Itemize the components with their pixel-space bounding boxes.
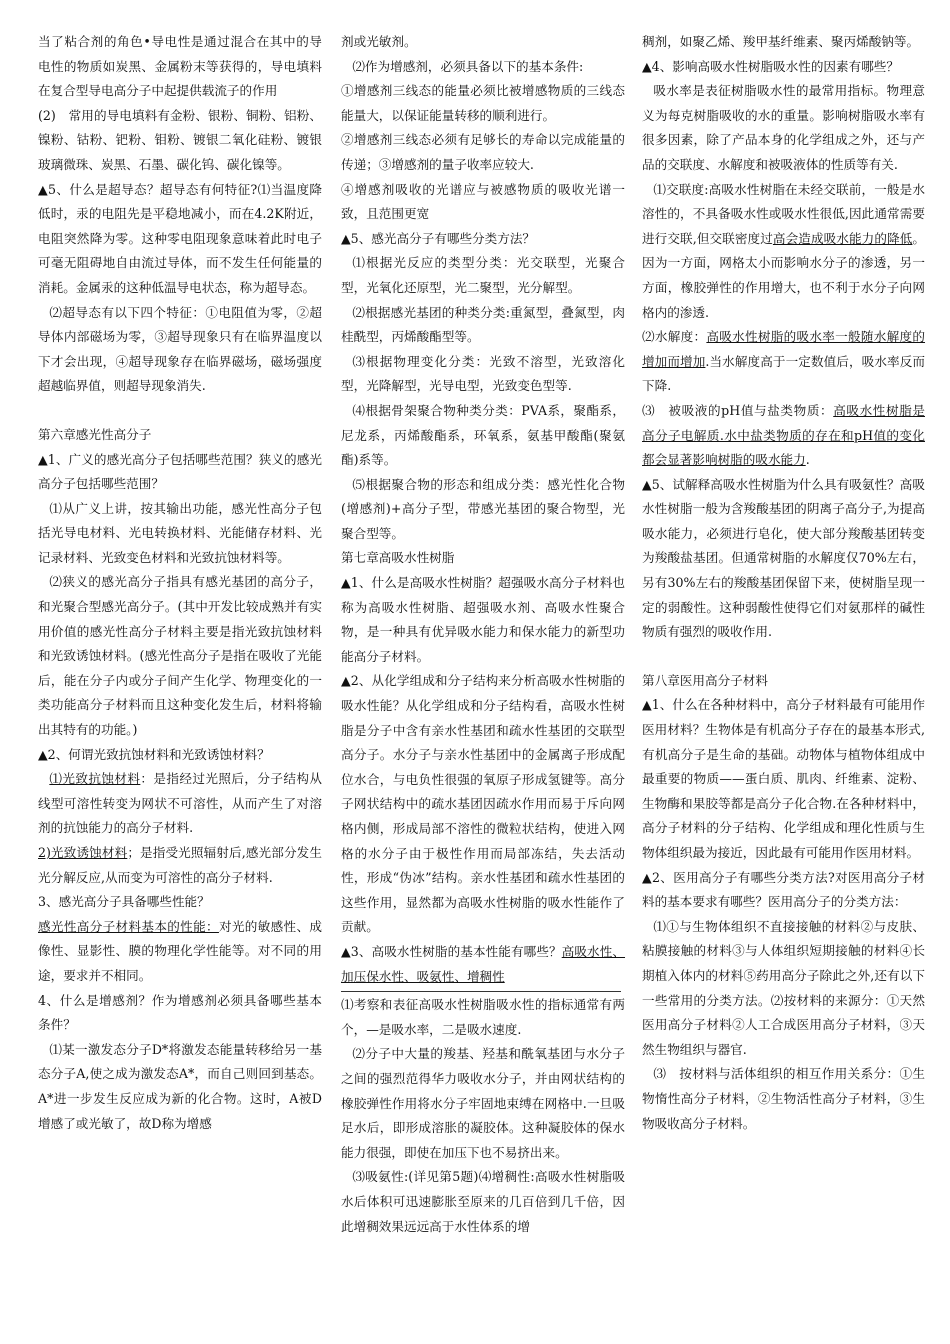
ch7-answer-3-1: ⑴考察和表征高吸水性树脂吸水性的指标通常有两个，—是吸水率，二是吸水速度.	[341, 997, 625, 1037]
column-left	[38, 30, 322, 1136]
ch6-question-4: 4、什么是增感剂？作为增感剂必须具备哪些基本条件？	[38, 992, 322, 1033]
ch6-answer-2-etch	[38, 841, 322, 890]
column-middle	[341, 30, 625, 1239]
sensitizer-condition-4: ④增感剂吸收的光谱应与被感物质的吸收光谱一致，且范围更宽	[341, 181, 625, 222]
term-photoresist-def: ：是指经过光照后，分子结构从线型可溶性转变为网状不可溶性，从而产生了对溶剂的抗蚀能力的高分子材料.	[38, 771, 323, 836]
sensitizer-condition-1: ①增感剂三线态的能量必须比被增感物质的三线态能量大，以保证能量转移的顺利进行。	[341, 83, 625, 123]
spacer	[642, 645, 925, 669]
chapter-7-title: 第七章高吸水性树脂	[341, 550, 455, 566]
ch8-question-2: ▲2、医用高分子有哪些分类方法?对医用高分子材料的基本要求有哪些？医用高分子的分类方法：	[642, 869, 925, 910]
term-photo-etch: 2)光致诱蚀材料	[38, 845, 128, 860]
crosslink-underlined: 高会造成吸水能力的降低	[772, 230, 913, 246]
ch7-question-5: ▲5、试解释高吸水性树脂为什么具有吸氨性？高吸水性树脂一般为含羧酸基团的阴离子高分子,为提高吸水能力，必须进行皂化，使大部分羧酸基团转变为羧酸盐基团。但通常树脂的水解度仅70%左右，另有30%左右的羧酸基团保留下来，使树脂呈现一定的弱酸性。这种弱酸性使得它们对氨那样的碱性物质有强烈的吸收作用.	[642, 476, 925, 640]
hydrolysis-label: ⑵水解度：	[642, 329, 707, 345]
ch7-question-3	[341, 940, 625, 989]
ch6-answer-1-narrow: ⑵狭义的感光高分子指具有感光基团的高分子，和光聚合型感光高分子。(其中开发比较成熟并有实用价值的感光性高分子材料主要是指光致抗蚀材料和光致诱蚀材料。(感光性高分子是指在吸收了光能后，能在分子内或分子间产生化学、物理变化的一类功能高分子材料而且这种变化发生后，材料将输出其特有的功能。)	[38, 574, 322, 738]
ph-label: ⑶ 被吸液的pH值与盐类物质：	[642, 402, 834, 418]
hydrolysis-underlined: 高吸水性树脂的吸水率一般随水解度的增加而增加	[642, 329, 926, 369]
ch7-answer-3-continued: 稠剂，如聚乙烯、羧甲基纤维素、聚丙烯酸钠等。	[642, 34, 920, 49]
ph-underlined: 高吸水性树脂是高分子电解质.水中盐类物质的存在和pH值的变化都会显著影响树脂的吸水能力	[642, 402, 925, 468]
paragraph-conductive-intro: 当了粘合剂的角色•导电性是通过混合在其中的导电性的物质如炭黑、金属粉末等获得的，导电填料在复合型导电高分子中起提供载流子的作用	[38, 34, 322, 99]
ch6-answer-3	[38, 915, 322, 989]
ch6-question-1: ▲1、广义的感光高分子包括哪些范围？狭义的感光高分子包括哪些范围？	[38, 451, 322, 492]
hydrolysis-text-end: .当水解度高于一定数值后，吸水率反而下降.	[642, 353, 925, 394]
ch8-answer-2-classes: ⑴①与生物体组织不直接接触的材料②与皮肤、粘膜接触的材料③与人体组织短期接触的材料④长期植入体内的材料⑤药用高分子除此之外,还有以下一些常用的分类方法。⑵按材料的来源分：①天然医用高分子材料②人工合成医用高分子材料，③天然生物组织与器官.	[642, 918, 925, 1057]
ch6-question-2: ▲2、何谓光致抗蚀材料和光致诱蚀材料？	[38, 746, 270, 762]
divider-line	[341, 991, 621, 992]
ch7-answer-4-intro: 吸水率是表征树脂吸水性的最常用指标。物理意义为每克树脂吸收的水的重量。影响树脂吸水率有很多因素，除了产品本身的化学组成之外，还与产品的交联度、水解度和被吸液体的性质等有关.	[642, 83, 925, 172]
ch6-answer-4-part1: ⑴某一激发态分子D*将激发态能量转移给另一基态分子A,使之成为激发态A*，而自己则回到基态。A*进一步发生反应成为新的化合物。这时，A被D增感了或光敏了，故D称为增感	[38, 1041, 322, 1131]
classification-1: ⑴根据光反应的类型分类：光交联型，光聚合型，光氧化还原型，光二聚型，光分解型。	[341, 255, 625, 295]
classification-4: ⑷根据骨架聚合物种类分类：PVA系，聚酯系，尼龙系，丙烯酸酯系，环氧系，氨基甲酸酯(聚氨酯)系等。	[341, 402, 625, 468]
answer-superconductivity-features: ⑵超导态有以下四个特征：①电阻值为零，②超导体内部磁场为零，③超导现象只有在临界温度以下才会出现，④超导现象存在临界磁场，磁场强度超越临界值，则超导现象消失.	[38, 304, 322, 394]
classification-3: ⑶根据物理变化分类：光致不溶型，光致溶化型，光降解型，光导电型，光致变色型等.	[341, 353, 625, 394]
ch7-question-4: ▲4、影响高吸水性树脂吸水性的因素有哪些？	[642, 58, 899, 74]
classification-2: ⑵根据感光基团的种类分类:重氮型，叠氮型，肉桂酰型，丙烯酸酯型等。	[341, 304, 625, 345]
ch7-answer-4-crosslink	[642, 178, 925, 326]
ch6-answer-2-resist	[38, 767, 322, 841]
ch8-question-1: ▲1、什么在各种材料中，高分子材料最有可能用作医用材料？生物体是有机高分子存在的最基本形式,有机高分子是生命的基础。动物体与植物体组成中最重要的物质——蛋白质、肌肉、纤维素、淀粉、生物酶和果胶等都是高分子化合物.在各种材料中，高分子材料的分子结构、化学组成和理化性质与生物体组织最为接近，因此最有可能用作医用材料。	[642, 697, 925, 860]
ch6-question-5: ▲5、感光高分子有哪些分类方法？	[341, 230, 536, 246]
term-photoresist: ⑴光致抗蚀材料	[49, 771, 141, 787]
ch8-answer-2-interaction: ⑶ 按材料与活体组织的相互作用关系分：①生物惰性高分子材料，②生物活性高分子材料，③生物吸收高分子材料。	[642, 1066, 925, 1131]
ch7-question-1: ▲1、什么是高吸水性树脂？超强吸水高分子材料也称为高吸水性树脂、超强吸水剂、高吸水性聚合物，是一种具有优异吸水能力和保水能力的新型功能高分子材料。	[341, 575, 625, 664]
crosslink-text: ⑴交联度:高吸水性树脂在未经交联前，一般是水溶性的，不具备吸水性或吸水性很低,因此通常需要进行交联,但交联密度过	[642, 181, 925, 246]
ch6-answer-4-continued: 剂或光敏剂。	[341, 34, 417, 49]
term-basic-properties: 感光性高分子材料基本的性能：	[38, 918, 219, 934]
spacer	[38, 399, 322, 423]
sensitizer-conditions-title: ⑵作为增感剂，必须具备以下的基本条件:	[352, 58, 584, 74]
ch7-answer-3-3: ⑶吸氨性:(详见第5题)⑷增稠性:高吸水性树脂吸水后体积可迅速膨胀至原来的几百倍到几千倍，因此增稠效果远远高于水性体系的增	[341, 1169, 625, 1234]
crosslink-text-end: 。因为一方面，网格太小而影响水分子的渗透，另一方面，橡胶弹性的作用增大，也不利于水分子向网格内的渗透.	[642, 230, 925, 320]
ch7-question-3-head: ▲3、高吸水性树脂的基本性能有哪些？	[341, 943, 562, 959]
sensitizer-condition-2-3: ②增感剂三线态必须有足够长的寿命以完成能量的传递；③增感剂的量子收率应较大.	[341, 132, 625, 172]
ch6-question-3: 3、感光高分子具备哪些性能？	[38, 894, 210, 910]
chapter-6-title: 第六章感光性高分子	[38, 426, 152, 442]
ch6-answer-1-broad: ⑴从广义上讲，按其输出功能，感光性高分子包括光导电材料、光电转换材料、光能储存材料、光记录材料、光致变色材料和光致抗蚀材料等。	[38, 500, 322, 565]
ch7-answer-3-2: ⑵分子中大量的羧基、羟基和酰氧基团与水分子之间的强烈范得华力吸收水分子，并由网状结构的橡胶弹性作用将水分子牢固地束缚在网格中.一旦吸足水后，即形成溶胀的凝胶体。这种凝胶体的保水能力很强，即使在加压下也不易挤出来。	[341, 1046, 625, 1160]
ch7-answer-4-ph	[642, 399, 925, 473]
ch7-question-3-properties: 高吸水性、加压保水性、吸氨性、增稠性	[341, 943, 626, 984]
basic-properties-text: 对光的敏感性、成像性、显影性、膜的物理化学性能等。对不同的用途，要求并不相同。	[38, 918, 323, 983]
column-right	[642, 30, 925, 1136]
question-superconductivity: ▲5、什么是超导态？超导态有何特征?⑴当温度降低时，汞的电阻先是平稳地减小，而在4.2K附近，电阻突然降为零。这种零电阻现象意味着此时电子可毫无阻碍地自由流过导体，而不发生任何能量的消耗。金属汞的这种低温导电状态，称为超导态。	[38, 181, 322, 295]
classification-5: ⑸根据聚合物的形态和组成分类：感光性化合物(增感剂)+高分子型，带感光基团的聚合物型，光聚合型等。	[341, 476, 625, 541]
ch7-answer-4-hydrolysis	[642, 325, 925, 399]
ch7-question-2: ▲2、从化学组成和分子结构来分析高吸水性树脂的吸水性能？从化学组成和分子结构看，高吸水性树脂是分子中含有亲水性基团和疏水性基团的交联型高分子。水分子与亲水性基团中的金属离子形成配位水合，与电负性很强的氧原子形成氢键等。高分子网状结构中的疏水基团因疏水作用而易于斥向网格内侧，形成局部不溶性的微粒状结构，使进入网格的水分子由于极性作用而局部冻结，失去活动性，形成“伪冰”结构。亲水性基团和疏水性基团的这些作用，显然都为高吸水性树脂的吸水性能作了贡献。	[341, 673, 625, 935]
ph-text-end: .	[805, 452, 810, 468]
term-photo-etch-def: ；是指受光照辐射后,感光部分发生光分解反应,从而变为可溶性的高分子材料.	[38, 845, 322, 885]
chapter-8-title: 第八章医用高分子材料	[642, 672, 768, 688]
paragraph-conductive-fillers: (2) 常用的导电填料有金粉、银粉、铜粉、铝粉、镍粉、钴粉、钯粉、钼粉、镀银二氧化硅粉、镀银玻璃微珠、炭黑、石墨、碳化钨、碳化镍等。	[38, 107, 322, 172]
